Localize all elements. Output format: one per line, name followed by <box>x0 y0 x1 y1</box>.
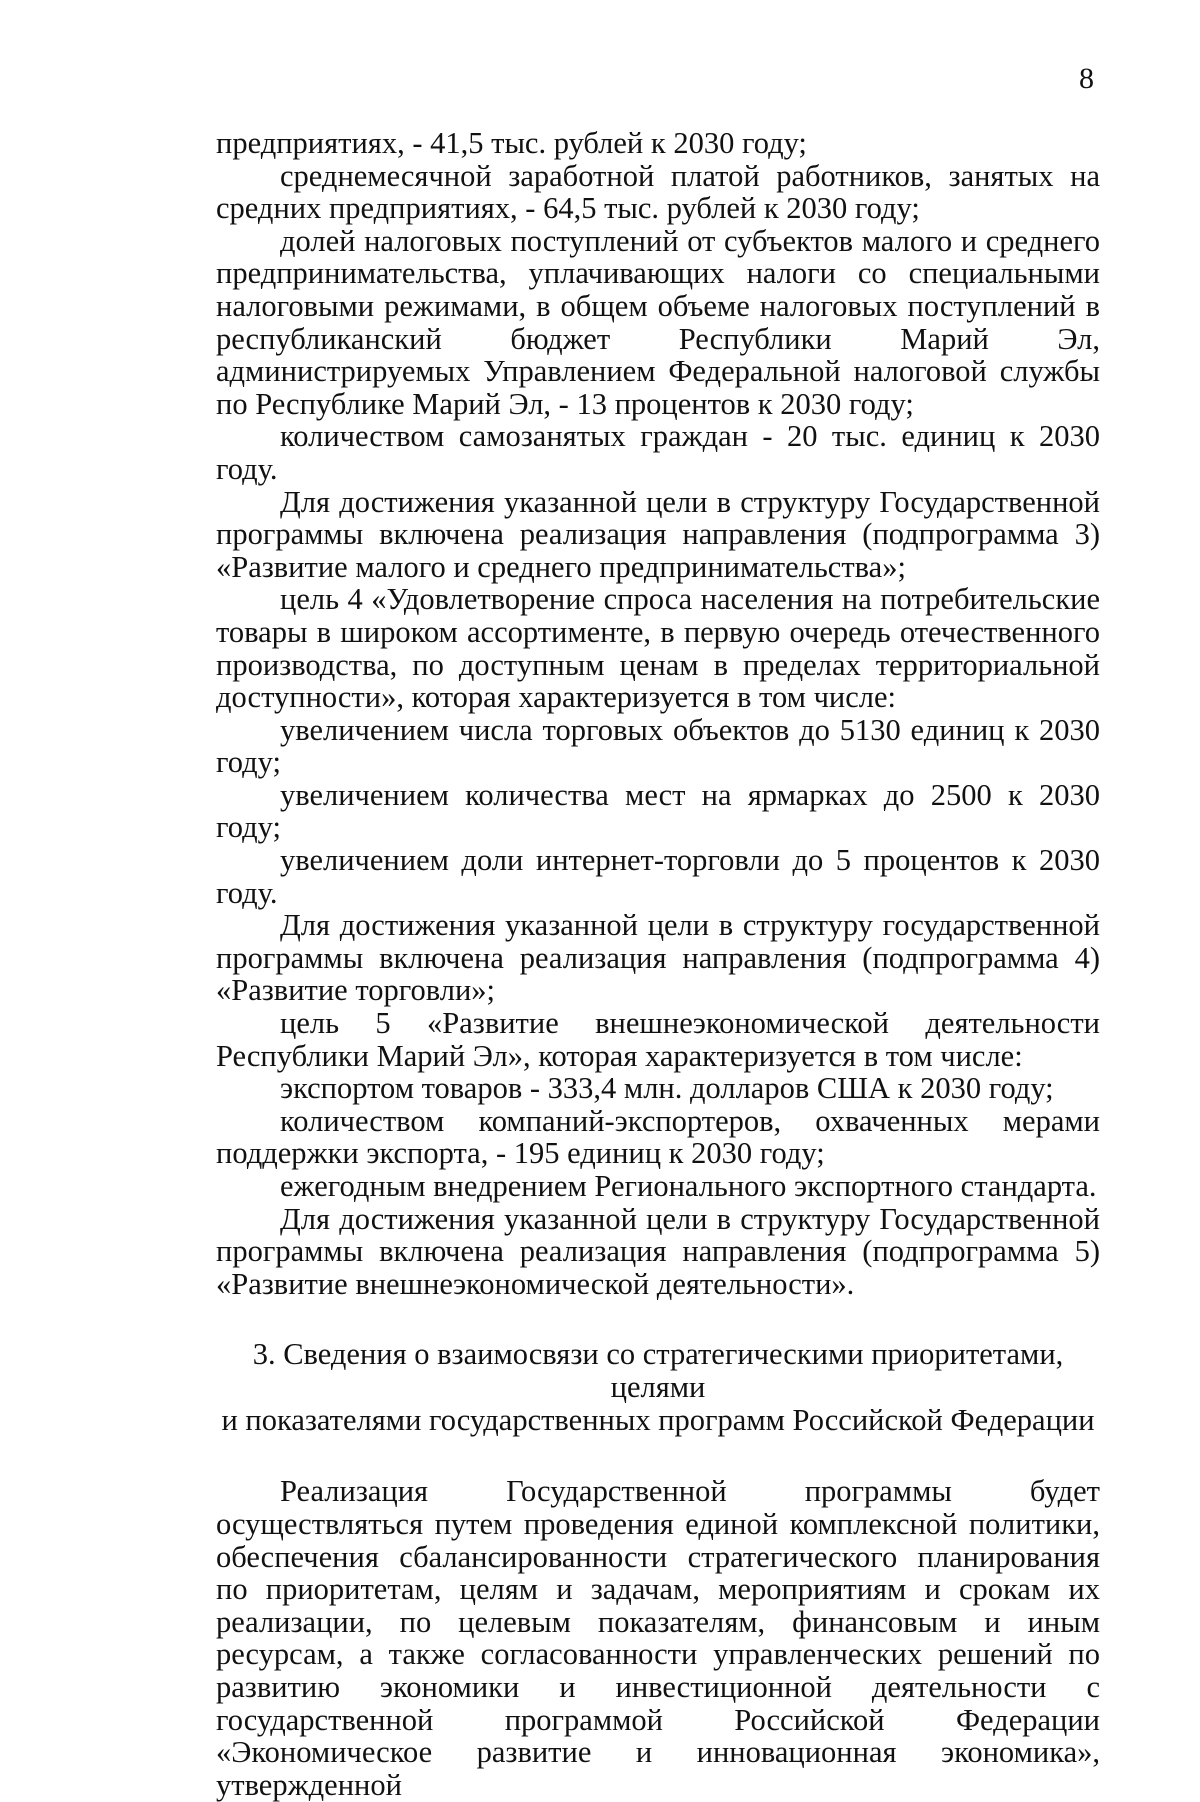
paragraph-indicator-exporters: количеством компаний-экспортеров, охваченных мерами поддержки экспорта, - 195 единиц к 2030 году; <box>216 1103 1100 1171</box>
paragraph-indicator-self-employed: количеством самозанятых граждан - 20 тыс. единиц к 2030 году. <box>216 419 1100 486</box>
paragraph-subprogram-3: Для достижения указанной цели в структуру Государственной программы включена реализация направления (подпрограмма 3) «Развитие малого и среднего предпринимательства»; <box>216 484 1100 584</box>
paragraph-indicator-export-standard: ежегодным внедрением Регионального экспортного стандарта. <box>280 1169 1097 1203</box>
section-3-heading-line-1: 3. Сведения о взаимосвязи со стратегическими приоритетами, целями <box>252 1337 1064 1405</box>
paragraph-indicator-internet-trade: увеличением доли интернет-торговли до 5 процентов к 2030 году. <box>216 843 1100 910</box>
paragraph-goal-4: цель 4 «Удовлетворение спроса населения на потребительские товары в широком ассортименте, в первую очередь отечественного производства, по доступным ценам в пределах территориальной доступности», которая характеризуется в том числе: <box>216 582 1100 715</box>
paragraph-section-3-intro: Реализация Государственной программы будет осуществляться путем проведения единой комплексной политики, обеспечения сбалансированности стратегического планирования по приоритетам, целям и задачам, мероприятиям и срокам их реализации, по целевым показателям, финансовым и иным ресурсам, а также согласованности управленческих решений по развитию экономики и инвестиционной деятельности с государственной программой Российской Федерации «Экономическое развитие и инновационная экономика», утвержденной <box>216 1474 1100 1802</box>
section-3-heading-line-2: и показателями государственных программ Российской Федерации <box>221 1403 1095 1438</box>
page-number: 8 <box>1079 62 1094 95</box>
paragraph-indicator-medium-wage: среднемесячной заработной платой работников, занятых на средних предприятиях, - 64,5 тыс. рублей к 2030 году; <box>216 158 1100 226</box>
paragraph-indicator-fair-places: увеличением количества мест на ярмарках до 2500 к 2030 году; <box>216 777 1100 845</box>
section-3-heading <box>216 1338 1100 1437</box>
paragraph-subprogram-4: Для достижения указанной цели в структуру государственной программы включена реализация направления (подпрограмма 4) «Развитие торговли»; <box>216 908 1100 1008</box>
paragraph-continuation: предприятиях, - 41,5 тыс. рублей к 2030 году; <box>216 126 807 160</box>
paragraph-goal-5: цель 5 «Развитие внешнеэкономической деятельности Республики Марий Эл», которая характеризуется в том числе: <box>216 1006 1100 1073</box>
paragraph-indicator-tax-share: долей налоговых поступлений от субъектов малого и среднего предпринимательства, уплачивающих налоги со специальными налоговыми режимами, в общем объеме налоговых поступлений в республиканский бюджет Республики Марий Эл, администрируемых Управлением Федеральной налоговой службы по Республике Марий Эл, - 13 процентов к 2030 году; <box>216 223 1100 421</box>
paragraph-indicator-export: экспортом товаров - 333,4 млн. долларов США к 2030 году; <box>280 1071 1054 1106</box>
document-body <box>216 127 1100 1801</box>
paragraph-subprogram-5: Для достижения указанной цели в структуру Государственной программы включена реализация направления (подпрограмма 5) «Развитие внешнеэкономической деятельности». <box>216 1201 1100 1301</box>
paragraph-indicator-trade-objects: увеличением числа торговых объектов до 5130 единиц к 2030 году; <box>216 712 1100 780</box>
